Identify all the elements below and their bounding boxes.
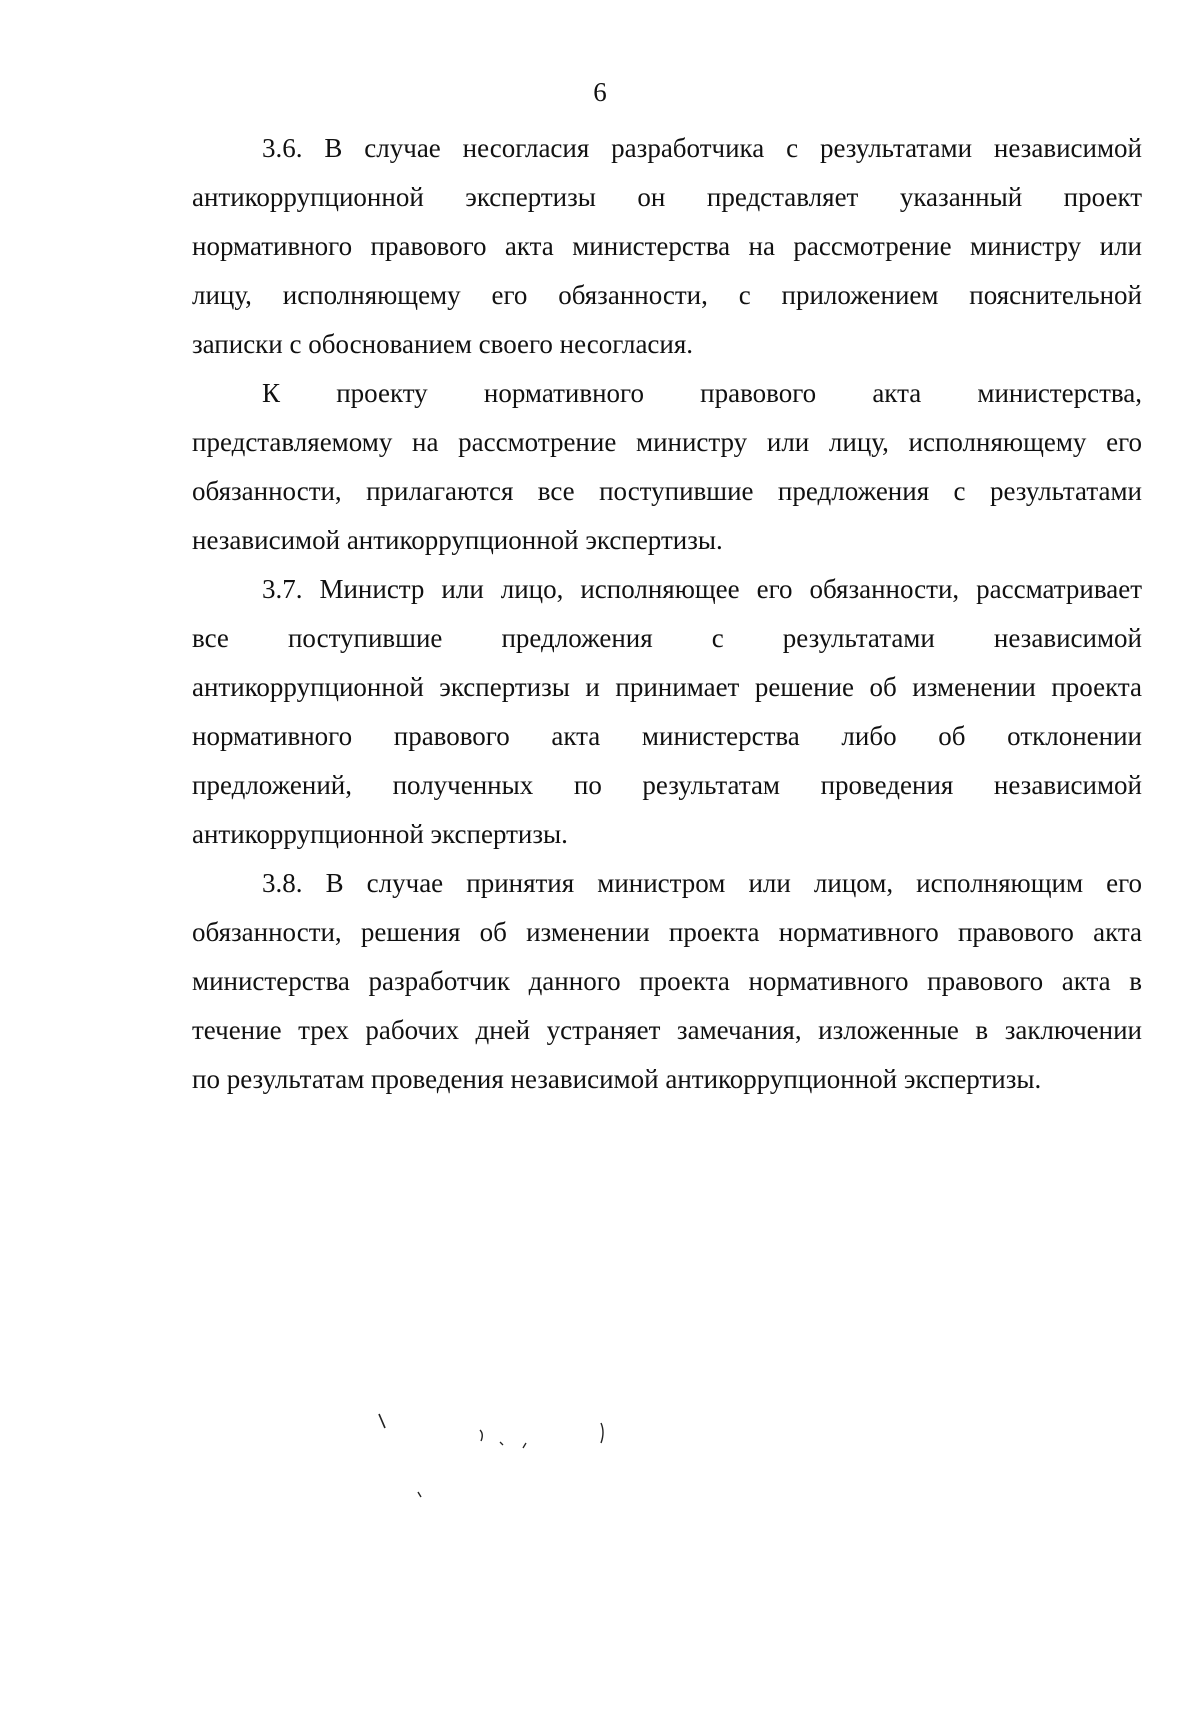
text-line: обязанности, решения об изменении проекта нормативного правового акта [192, 917, 1142, 947]
text-line: 3.6. В случае несогласия разработчика с результатами независимой [262, 133, 1142, 163]
text-line: лицу, исполняющему его обязанности, с приложением пояснительной [192, 280, 1142, 310]
text-line: все поступившие предложения с результатами независимой [192, 623, 1142, 653]
text-line: течение трех рабочих дней устраняет замечания, изложенные в заключении [192, 1015, 1142, 1045]
scan-mark [601, 1423, 603, 1443]
text-line: антикоррупционной экспертизы он представляет указанный проект [192, 182, 1142, 212]
text-line: антикоррупционной экспертизы и принимает решение об изменении проекта [192, 672, 1142, 702]
paragraph-3-6-attachment [192, 369, 1142, 565]
paragraph-3-8 [192, 859, 1142, 1104]
page-number: 6 [593, 77, 607, 107]
text-line: нормативного правового акта министерства на рассмотрение министру или [192, 231, 1142, 261]
scan-mark [480, 1430, 482, 1441]
text-line: предложений, полученных по результатам проведения независимой [192, 770, 1142, 800]
scan-mark [500, 1442, 503, 1445]
text-line: представляемому на рассмотрение министру или лицу, исполняющему его [192, 427, 1142, 457]
text-line: 3.8. В случае принятия министром или лицом, исполняющим его [262, 868, 1142, 898]
text-line: К проекту нормативного правового акта министерства, [262, 378, 1142, 408]
document-body [192, 124, 1142, 1104]
text-line: обязанности, прилагаются все поступившие предложения с результатами [192, 476, 1142, 506]
text-line: нормативного правового акта министерства либо об отклонении [192, 721, 1142, 751]
text-line: независимой антикоррупционной экспертизы. [192, 525, 723, 555]
text-line: антикоррупционной экспертизы. [192, 819, 568, 849]
text-line: министерства разработчик данного проекта нормативного правового акта в [192, 966, 1142, 996]
scan-mark [523, 1443, 526, 1448]
text-line: по результатам проведения независимой антикоррупционной экспертизы. [192, 1064, 1042, 1094]
text-line: записки с обоснованием своего несогласия. [192, 329, 694, 359]
scan-mark [379, 1414, 385, 1428]
scan-mark [418, 1492, 421, 1497]
paragraph-3-7 [192, 565, 1142, 859]
text-line: 3.7. Министр или лицо, исполняющее его обязанности, рассматривает [262, 574, 1142, 604]
paragraph-3-6 [192, 124, 1142, 369]
